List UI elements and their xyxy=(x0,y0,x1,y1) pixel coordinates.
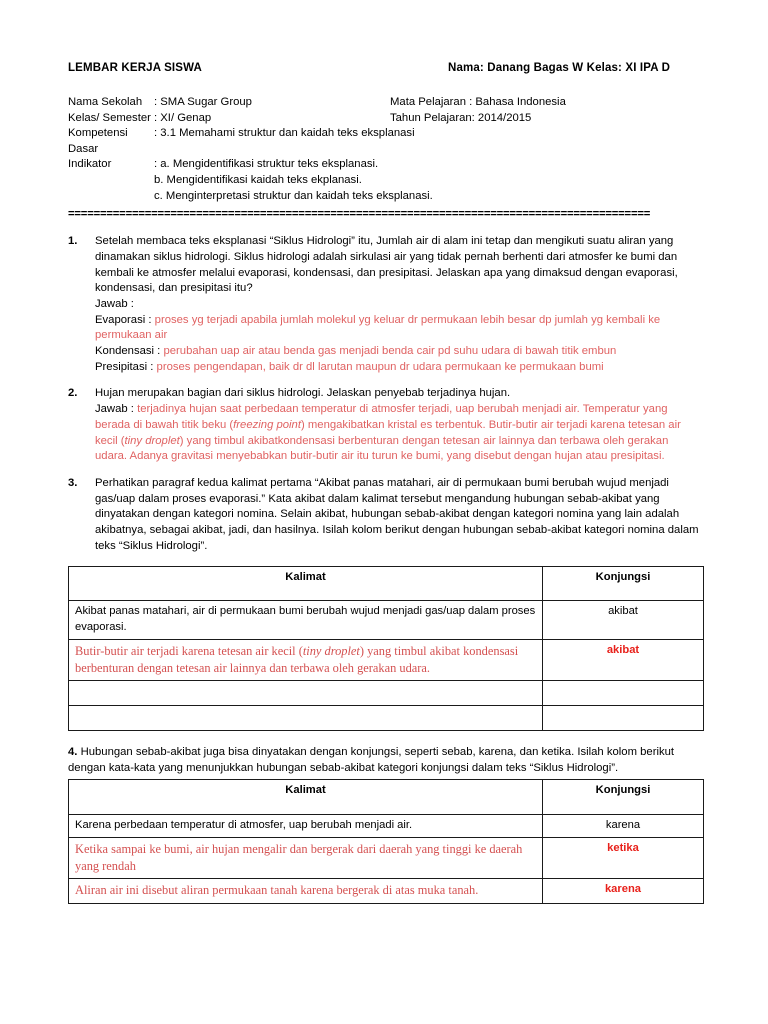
table-row xyxy=(69,879,704,904)
table-row xyxy=(69,706,704,731)
meta-row xyxy=(68,157,702,173)
question-1-item-presipitasi xyxy=(95,360,702,376)
question-3-prompt: Perhatikan paragraf kedua kalimat pertama “Akibat panas matahari, air di permukaan bumi berubah wujud menjadi gas/uap dalam proses evaporasi.” Kata akibat dalam kalimat tersebut mengandung hubungan sebab-akibat yang dinyatakan dengan kategori nomina. Selain akibat, hubungan sebab-akibat dengan kategori nomina yang lain adalah akibatnya, sebagai akibat, jadi, dan hasilnya. Isilah kolom berikut dengan hubungan sebab-akibat kategori nomina dalam teks “Siklus Hidrologi”. xyxy=(95,477,699,552)
table2-row2-kalimat: Ketika sampai ke bumi, air hujan mengalir dan bergerak dari daerah yang tinggi ke daerah yang rendah xyxy=(69,838,543,879)
table1-row3-konjungsi xyxy=(543,681,704,706)
table1-row2-kalimat-part2: ) yang timbul akibat kondensasi berbenturan dengan tetesan air lainnya dan terbawa oleh gerakan udara. xyxy=(75,644,519,675)
question-1-jawab-label: Jawab : xyxy=(95,297,134,310)
meta-label-indikator: Indikator xyxy=(68,158,112,171)
page-title: LEMBAR KERJA SISWA xyxy=(68,62,202,74)
table-row xyxy=(69,838,704,879)
meta-row xyxy=(68,111,702,127)
separator-line: =========================================================================================== xyxy=(68,209,651,221)
table2-header-konjungsi: Konjungsi xyxy=(543,780,704,815)
answer-2-italic-tiny-droplet: tiny droplet xyxy=(124,434,180,447)
answer-2-part3: ) yang timbul akibatkondensasi berbenturan dengan tetesan air lainnya dan terbawa oleh gerakan udara. Adanya gravitasi menyebabkan butir-butir air itu turun ke bumi, yang disebut dengan hujan atau presipitasi. xyxy=(95,434,669,463)
table2-row1-konjungsi: karena xyxy=(543,814,704,838)
table1-row2-konjungsi: akibat xyxy=(543,640,704,681)
meta-value-kelas-semester: : XI/ Genap xyxy=(154,111,212,124)
table1-header-konjungsi: Konjungsi xyxy=(543,566,704,601)
table1-header-kalimat: Kalimat xyxy=(69,566,543,601)
table-konjungsi xyxy=(68,779,704,904)
question-3-number: 3. xyxy=(68,477,78,489)
question-4-prompt: Hubungan sebab-akibat juga bisa dinyatakan dengan konjungsi, seperti sebab, karena, dan ketika. Isilah kolom berikut dengan kata-kata yang menunjukkan hubungan sebab-akibat kategori konjungsi dalam teks “Siklus Hidrologi”. xyxy=(68,746,675,774)
table-header-row xyxy=(69,566,704,601)
question-1-item-kondensasi xyxy=(95,344,702,360)
question-4 xyxy=(68,745,702,776)
question-3 xyxy=(68,476,702,555)
table-row xyxy=(69,640,704,681)
meta-row xyxy=(68,126,702,157)
table1-row1-kalimat: Akibat panas matahari, air di permukaan bumi berubah wujud menjadi gas/uap dalam proses evaporasi. xyxy=(69,601,543,640)
table-row xyxy=(69,681,704,706)
table2-row2-konjungsi: ketika xyxy=(543,838,704,879)
question-1-item-evaporasi xyxy=(95,313,702,344)
table1-row3-kalimat xyxy=(69,681,543,706)
question-1-number: 1. xyxy=(68,235,78,248)
question-2-answer xyxy=(95,402,702,465)
term-evaporasi: Evaporasi : xyxy=(95,313,155,326)
table1-row2-kalimat xyxy=(69,640,543,681)
table1-row4-konjungsi xyxy=(543,706,704,731)
answer-2-italic-freezing-point: freezing point xyxy=(233,418,301,431)
table2-row3-konjungsi: karena xyxy=(543,879,704,904)
answer-2-part2: ) mengakibatkan kristal es terbentuk. Butir-butir air terjadi karena tetesan air kecil ( xyxy=(95,418,681,447)
question-2-prompt: Hujan merupakan bagian dari siklus hidrologi. Jelaskan penyebab terjadinya hujan. xyxy=(95,387,511,400)
table-header-row xyxy=(69,780,704,815)
meta-right-tahun-pelajaran: Tahun Pelajaran: 2014/2015 xyxy=(390,111,532,124)
term-presipitasi: Presipitasi : xyxy=(95,360,157,373)
table-row xyxy=(69,814,704,838)
table-row xyxy=(69,601,704,640)
question-2-jawab-label: Jawab : xyxy=(95,403,138,416)
table1-row2-kalimat-italic: tiny droplet xyxy=(302,644,360,659)
meta-value-indikator-a: : a. Mengidentifikasi struktur teks eksplanasi. xyxy=(154,158,379,171)
meta-value-indikator-c: c. Menginterpretasi struktur dan kaidah teks eksplanasi. xyxy=(154,189,433,202)
question-2-number: 2. xyxy=(68,387,78,400)
meta-label-nama-sekolah: Nama Sekolah xyxy=(68,96,143,108)
question-1 xyxy=(68,234,702,375)
student-identity: Nama: Danang Bagas W Kelas: XI IPA D xyxy=(448,62,671,74)
question-4-number: 4. xyxy=(68,746,81,759)
meta-value-indikator-b: b. Mengidentifikasi kaidah teks ekplanasi. xyxy=(154,173,362,186)
answer-kondensasi: perubahan uap air atau benda gas menjadi benda cair pd suhu udara di bawah titik embun xyxy=(163,345,617,358)
answer-presipitasi: proses pengendapan, baik dr dl larutan maupun dr udara permukaan ke permukaan bumi xyxy=(156,360,604,373)
table2-row3-kalimat: Aliran air ini disebut aliran permukaan tanah karena bergerak di atas muka tanah. xyxy=(69,879,543,904)
question-2 xyxy=(68,386,702,465)
answer-2-part1: terjadinya hujan saat perbedaan temperatur di atmosfer terjadi, uap berubah menjadi air. Temperatur yang berada di bawah titik beku ( xyxy=(95,403,668,431)
document-header xyxy=(68,62,702,74)
table2-row1-kalimat: Karena perbedaan temperatur di atmosfer, uap berubah menjadi air. xyxy=(69,814,543,838)
meta-label-kelas-semester: Kelas/ Semester xyxy=(68,111,151,124)
table1-row4-kalimat xyxy=(69,706,543,731)
answer-evaporasi: proses yg terjadi apabila jumlah molekul yg keluar dr permukaan lebih besar dp jumlah yg kembali ke permukaan air xyxy=(95,313,661,342)
meta-value-nama-sekolah: : SMA Sugar Group xyxy=(154,96,252,108)
table1-row1-konjungsi: akibat xyxy=(543,601,704,640)
term-kondensasi: Kondensasi : xyxy=(95,345,164,358)
meta-right-mata-pelajaran: Mata Pelajaran : Bahasa Indonesia xyxy=(390,96,566,108)
table2-header-kalimat: Kalimat xyxy=(69,780,543,815)
meta-row xyxy=(68,95,702,111)
meta-value-kompetensi-dasar: : 3.1 Memahami struktur dan kaidah teks eksplanasi xyxy=(154,127,415,140)
meta-label-kompetensi-dasar: Kompetensi Dasar xyxy=(68,127,128,155)
metadata-block xyxy=(68,95,702,204)
question-1-prompt: Setelah membaca teks eksplanasi “Siklus Hidrologi” itu, Jumlah air di alam ini tetap dan mengikuti suatu aliran yang dinamakan siklus hidrologi. Siklus hidrologi adalah sirkulasi air yang tidak pernah berhenti dari atmosfer ke bumi dan kembali ke atmosfer melalui evaporasi, kondensasi, dan presipitasi. Jelaskan apa yang dimaksud dengan evaporasi, kondensasi, dan presipitasi itu? xyxy=(95,235,678,295)
table1-row2-kalimat-part1: Butir-butir air terjadi karena tetesan air kecil ( xyxy=(75,644,303,659)
table-nomina xyxy=(68,566,704,732)
